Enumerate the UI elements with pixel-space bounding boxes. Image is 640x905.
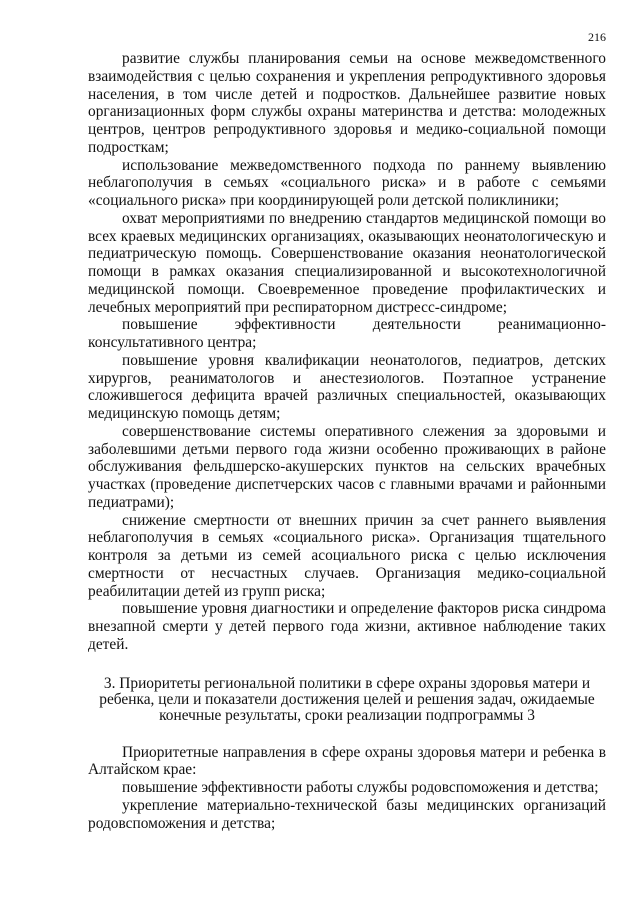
- section-heading-line: 3. Приоритеты региональной политики в сфере охраны здоровья матери и: [103, 674, 591, 692]
- section-heading: [88, 676, 606, 724]
- paragraph-monitoring-system: совершенствование системы оперативного слежения за здоровыми и заболевшими детьми первого года жизни особенно проживающих в районе обслуживания фельдшерско-акушерских пунктов на сельских врачебных участках (проведение диспетчерских часов с главными врачами и районными педиатрами);: [88, 422, 606, 511]
- paragraph-interagency-approach: использование межведомственного подхода по раннему выявлению неблагополучия в семьях «социального риска» и в работе с семьями «социального риска» при координирующей роли детской поликлиники;: [88, 156, 606, 209]
- paragraph-priority-directions: Приоритетные направления в сфере охраны здоровья матери и ребенка в Алтайском крае:: [88, 743, 606, 779]
- paragraph-mortality-reduction: снижение смертности от внешних причин за счет раннего выявления неблагополучия в семьях «социального риска». Организация тщательного контроля за детьми из семей асоциального риска с целью исключения смертности от несчастных случаев. Организация медико-социальной реабилитации детей из групп риска;: [88, 511, 606, 600]
- section-heading-line: ребенка, цели и показатели достижения целей и решения задач, ожидаемые: [99, 690, 595, 708]
- paragraph-obstetric-efficiency: повышение эффективности работы службы родовспоможения и детства;: [122, 779, 599, 796]
- paragraph-standards-coverage: охват мероприятиями по внедрению стандартов медицинской помощи во всех краевых медицинских организациях, оказывающих неонатологическую и педиатрическую помощь. Совершенствование оказания неонатологической помощи в рамках оказания специализированной и высокотехнологичной медицинской помощи. Своевременное проведение профилактических и лечебных мероприятий при респираторном дистресс-синдроме;: [88, 209, 606, 316]
- paragraph-resuscitation-center: повышение эффективности деятельности реанимационно-консультативного центра;: [88, 316, 606, 351]
- paragraph-sids-diagnostics: повышение уровня диагностики и определение факторов риска синдрома внезапной смерти у детей первого года жизни, активное наблюдение таких детей.: [88, 600, 606, 653]
- document-body: [88, 50, 606, 832]
- section-heading-line: конечные результаты, сроки реализации подпрограммы 3: [159, 706, 535, 724]
- paragraph-family-planning: развитие службы планирования семьи на основе межведомственного взаимодействия с целью сохранения и укрепления репродуктивного здоровья населения, в том числе детей и подростков. Дальнейшее развитие новых организационных форм службы охраны материнства и детства: молодежных центров, центров репродуктивного здоровья и медико-социальной помощи подросткам;: [88, 50, 606, 156]
- paragraph-material-base: укрепление материально-технической базы медицинских организаций родовспоможения и детства;: [88, 796, 606, 832]
- paragraph-qualification: повышение уровня квалификации неонатологов, педиатров, детских хирургов, реаниматологов и анестезиологов. Поэтапное устранение сложившегося дефицита врачей различных специальностей, оказывающих медицинскую помощь детям;: [88, 351, 606, 422]
- page-number: 216: [588, 30, 606, 44]
